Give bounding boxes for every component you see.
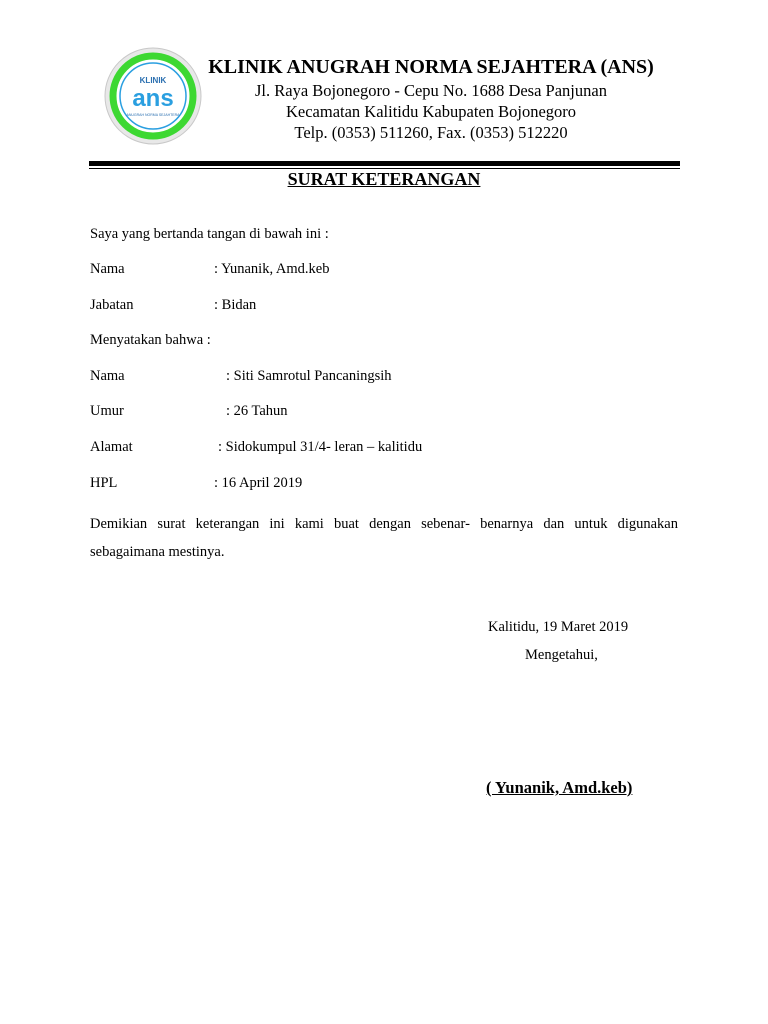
clinic-name: KLINIK ANUGRAH NORMA SEJAHTERA (ANS) <box>208 56 654 78</box>
closing-paragraph: Demikian surat keterangan ini kami buat dengan sebenar- benarnya dan untuk digunakan sebagaimana mestinya. <box>90 516 678 560</box>
logo-text-top: KLINIK <box>139 76 167 85</box>
signer-position-label: Jabatan <box>90 297 134 313</box>
address-line-1: Jl. Raya Bojonegoro - Cepu No. 1688 Desa Panjunan <box>255 81 607 100</box>
subject-hpl-value: : 16 April 2019 <box>214 475 303 491</box>
letterhead <box>196 54 666 143</box>
place-date: Kalitidu, 19 Maret 2019 <box>488 619 629 635</box>
subject-address-label: Alamat <box>90 439 133 455</box>
contact-line: Telp. (0353) 511260, Fax. (0353) 512220 <box>294 123 568 142</box>
subject-age-value: : 26 Tahun <box>226 403 288 419</box>
letter-title: SURAT KETERANGAN <box>287 169 481 189</box>
subject-name-value: : Siti Samrotul Pancaningsih <box>226 368 392 384</box>
header-divider-thick <box>89 161 680 166</box>
signature-name: ( Yunanik, Amd.keb) <box>486 778 633 797</box>
acknowledged-text: Mengetahui, <box>525 647 598 663</box>
subject-age-label: Umur <box>90 403 124 419</box>
subject-name-label: Nama <box>90 368 125 384</box>
signer-name-label: Nama <box>90 261 125 277</box>
signer-position-value: : Bidan <box>214 297 257 313</box>
signer-name-value: : Yunanik, Amd.keb <box>214 261 330 277</box>
clinic-logo <box>103 46 203 146</box>
subject-address-value: : Sidokumpul 31/4- leran – kalitidu <box>218 439 423 455</box>
logo-text-bottom: ANUGRAH NORMA SEJAHTERA <box>126 113 180 117</box>
address-line-2: Kecamatan Kalitidu Kabupaten Bojonegoro <box>285 102 577 121</box>
subject-hpl-label: HPL <box>90 475 118 491</box>
logo-text-main: ans <box>132 85 174 112</box>
declares-text: Menyatakan bahwa : <box>90 332 211 348</box>
intro-text: Saya yang bertanda tangan di bawah ini : <box>90 226 329 242</box>
